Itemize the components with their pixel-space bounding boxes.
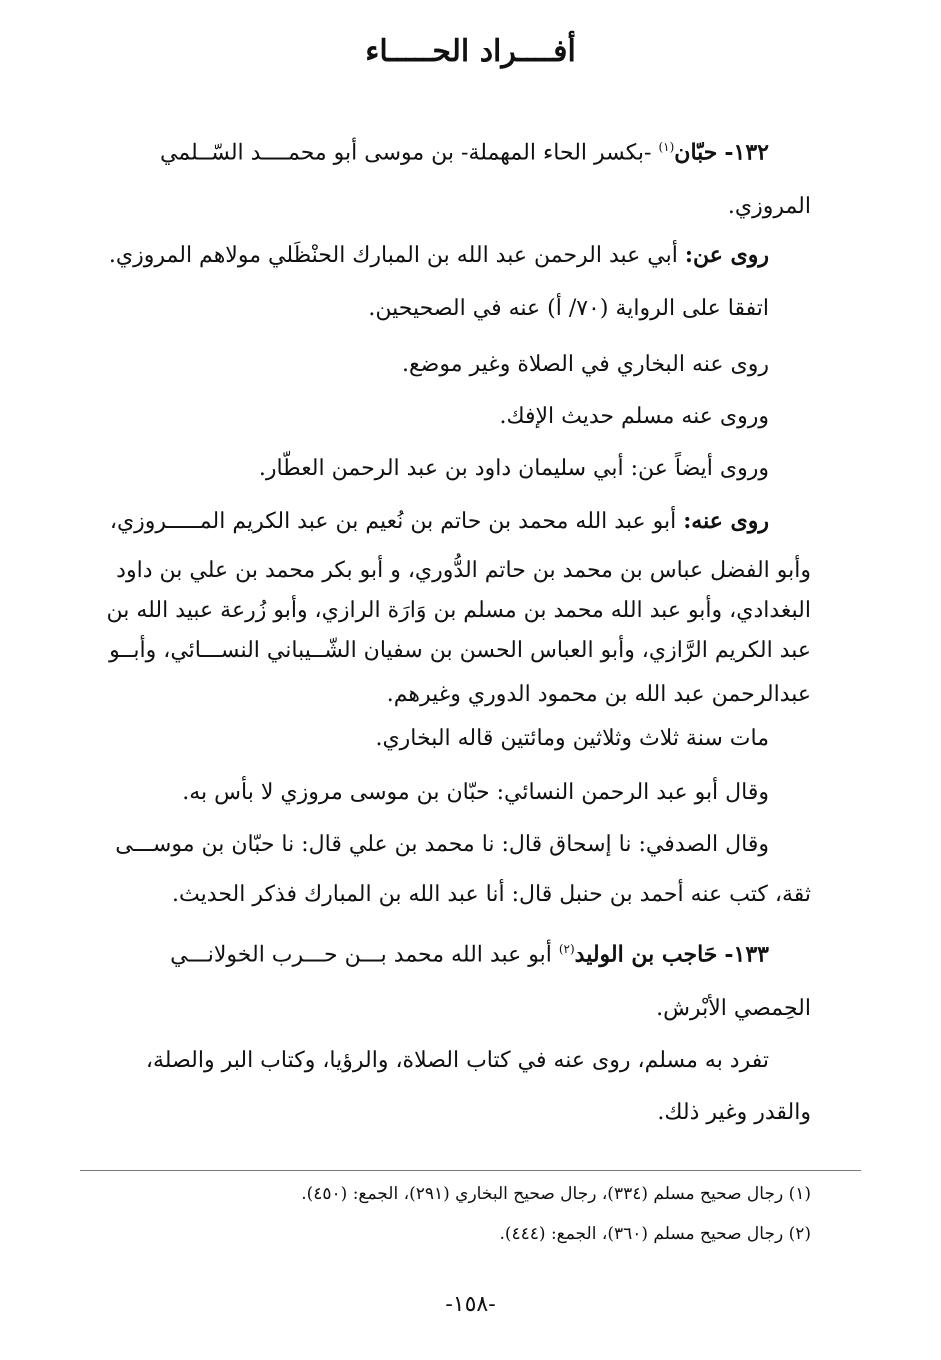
footnote-divider (80, 1170, 861, 1171)
entry-number: ١٣٣- (724, 941, 769, 968)
entry-133-line2: الحِمصي الأبْرش. (656, 996, 811, 1021)
footnote-ref: (١) (658, 140, 675, 154)
rawa-an-line (109, 240, 769, 271)
entry-132-heading (160, 132, 769, 168)
sadafi-line1: وقال الصدفي: نا إسحاق قال: نا محمد بن علي قال: نا حبّان بن موســـى (115, 832, 769, 857)
rawa-anhu-line5: عبدالرحمن عبد الله بن محمود الدوري وغيرهم. (386, 682, 811, 707)
footnote-ref: (٢) (558, 942, 575, 956)
page-number: -١٥٨- (445, 1292, 496, 1317)
sadafi-line2: ثقة، كتب عنه أحمد بن حنبل قال: أنا عبد الله بن المبارك فذكر الحديث. (172, 882, 811, 907)
ittafaqa-line: اتفقا على الرواية (٧٠/ أ) عنه في الصحيحين. (368, 296, 769, 321)
entry-number: ١٣٢- (724, 139, 769, 166)
rawa-anhu-line3: البغدادي، وأبو عبد الله محمد بن مسلم بن وَارَة الرازي، وأبو زُرعة عبيد الله بن (106, 598, 811, 623)
footnote-2: (٢) رجال صحيح مسلم (٣٦٠)، الجمع: (٤٤٤). (499, 1224, 811, 1244)
rawa-an-label: روى عن: (684, 242, 769, 268)
mat-line: مات سنة ثلاث وثلاثين ومائتين قاله البخاري. (375, 726, 769, 751)
bukhari-line: روى عنه البخاري في الصلاة وغير موضع. (401, 352, 769, 377)
rawa-anhu-line4: عبد الكريم الرَّازي، وأبو العباس الحسن بن سفيان الشّــيباني النســـائي، وأبــو (109, 638, 811, 663)
rawa-an-text: أبي عبد الرحمن عبد الله بن المبارك الحنْظَلي مولاهم المروزي. (108, 243, 685, 268)
entry-132-line2: المروزي. (727, 194, 811, 219)
rawa-anhu-line2: وأبو الفضل عباس بن محمد بن حاتم الدُّوري، و أبو بكر محمد بن علي بن داود (116, 558, 811, 583)
nasai-line: وقال أبو عبد الرحمن النسائي: حبّان بن موسى مروزي لا بأس به. (182, 780, 769, 805)
rawa-anhu-text: أبو عبد الله محمد بن حاتم بن نُعيم بن عبد الكريم المـــــروزي، (109, 509, 684, 534)
footnote-1: (١) رجال صحيح مسلم (٣٣٤)، رجال صحيح البخاري (٢٩١)، الجمع: (٤٥٠). (301, 1184, 811, 1204)
aydan-line: وروى أيضاً عن: أبي سليمان داود بن عبد الرحمن العطّار. (258, 456, 769, 481)
entry-name: حَاجب بن الوليد (574, 941, 718, 968)
rawa-anhu-label: روى عنه: (683, 508, 769, 534)
muslim-line: وروى عنه مسلم حديث الإفك. (499, 404, 769, 429)
entry-heading-text: -بكسر الحاء المهملة- بن موسى أبو محمــــد السّــلمي (159, 140, 659, 166)
entry-name: حبّان (674, 139, 718, 166)
page-header-title: أفــــراد الحـــــاء (365, 34, 576, 69)
entry-133-line4: والقدر وغير ذلك. (657, 1100, 811, 1125)
entry-heading-text: أبو عبد الله محمد بـــن حـــرب الخولانـــي (170, 942, 559, 968)
entry-133-heading (170, 934, 769, 970)
entry-133-line3: تفرد به مسلم، روى عنه في كتاب الصلاة، والرؤيا، وكتاب البر والصلة، (145, 1048, 769, 1073)
rawa-anhu-line1 (110, 506, 769, 537)
